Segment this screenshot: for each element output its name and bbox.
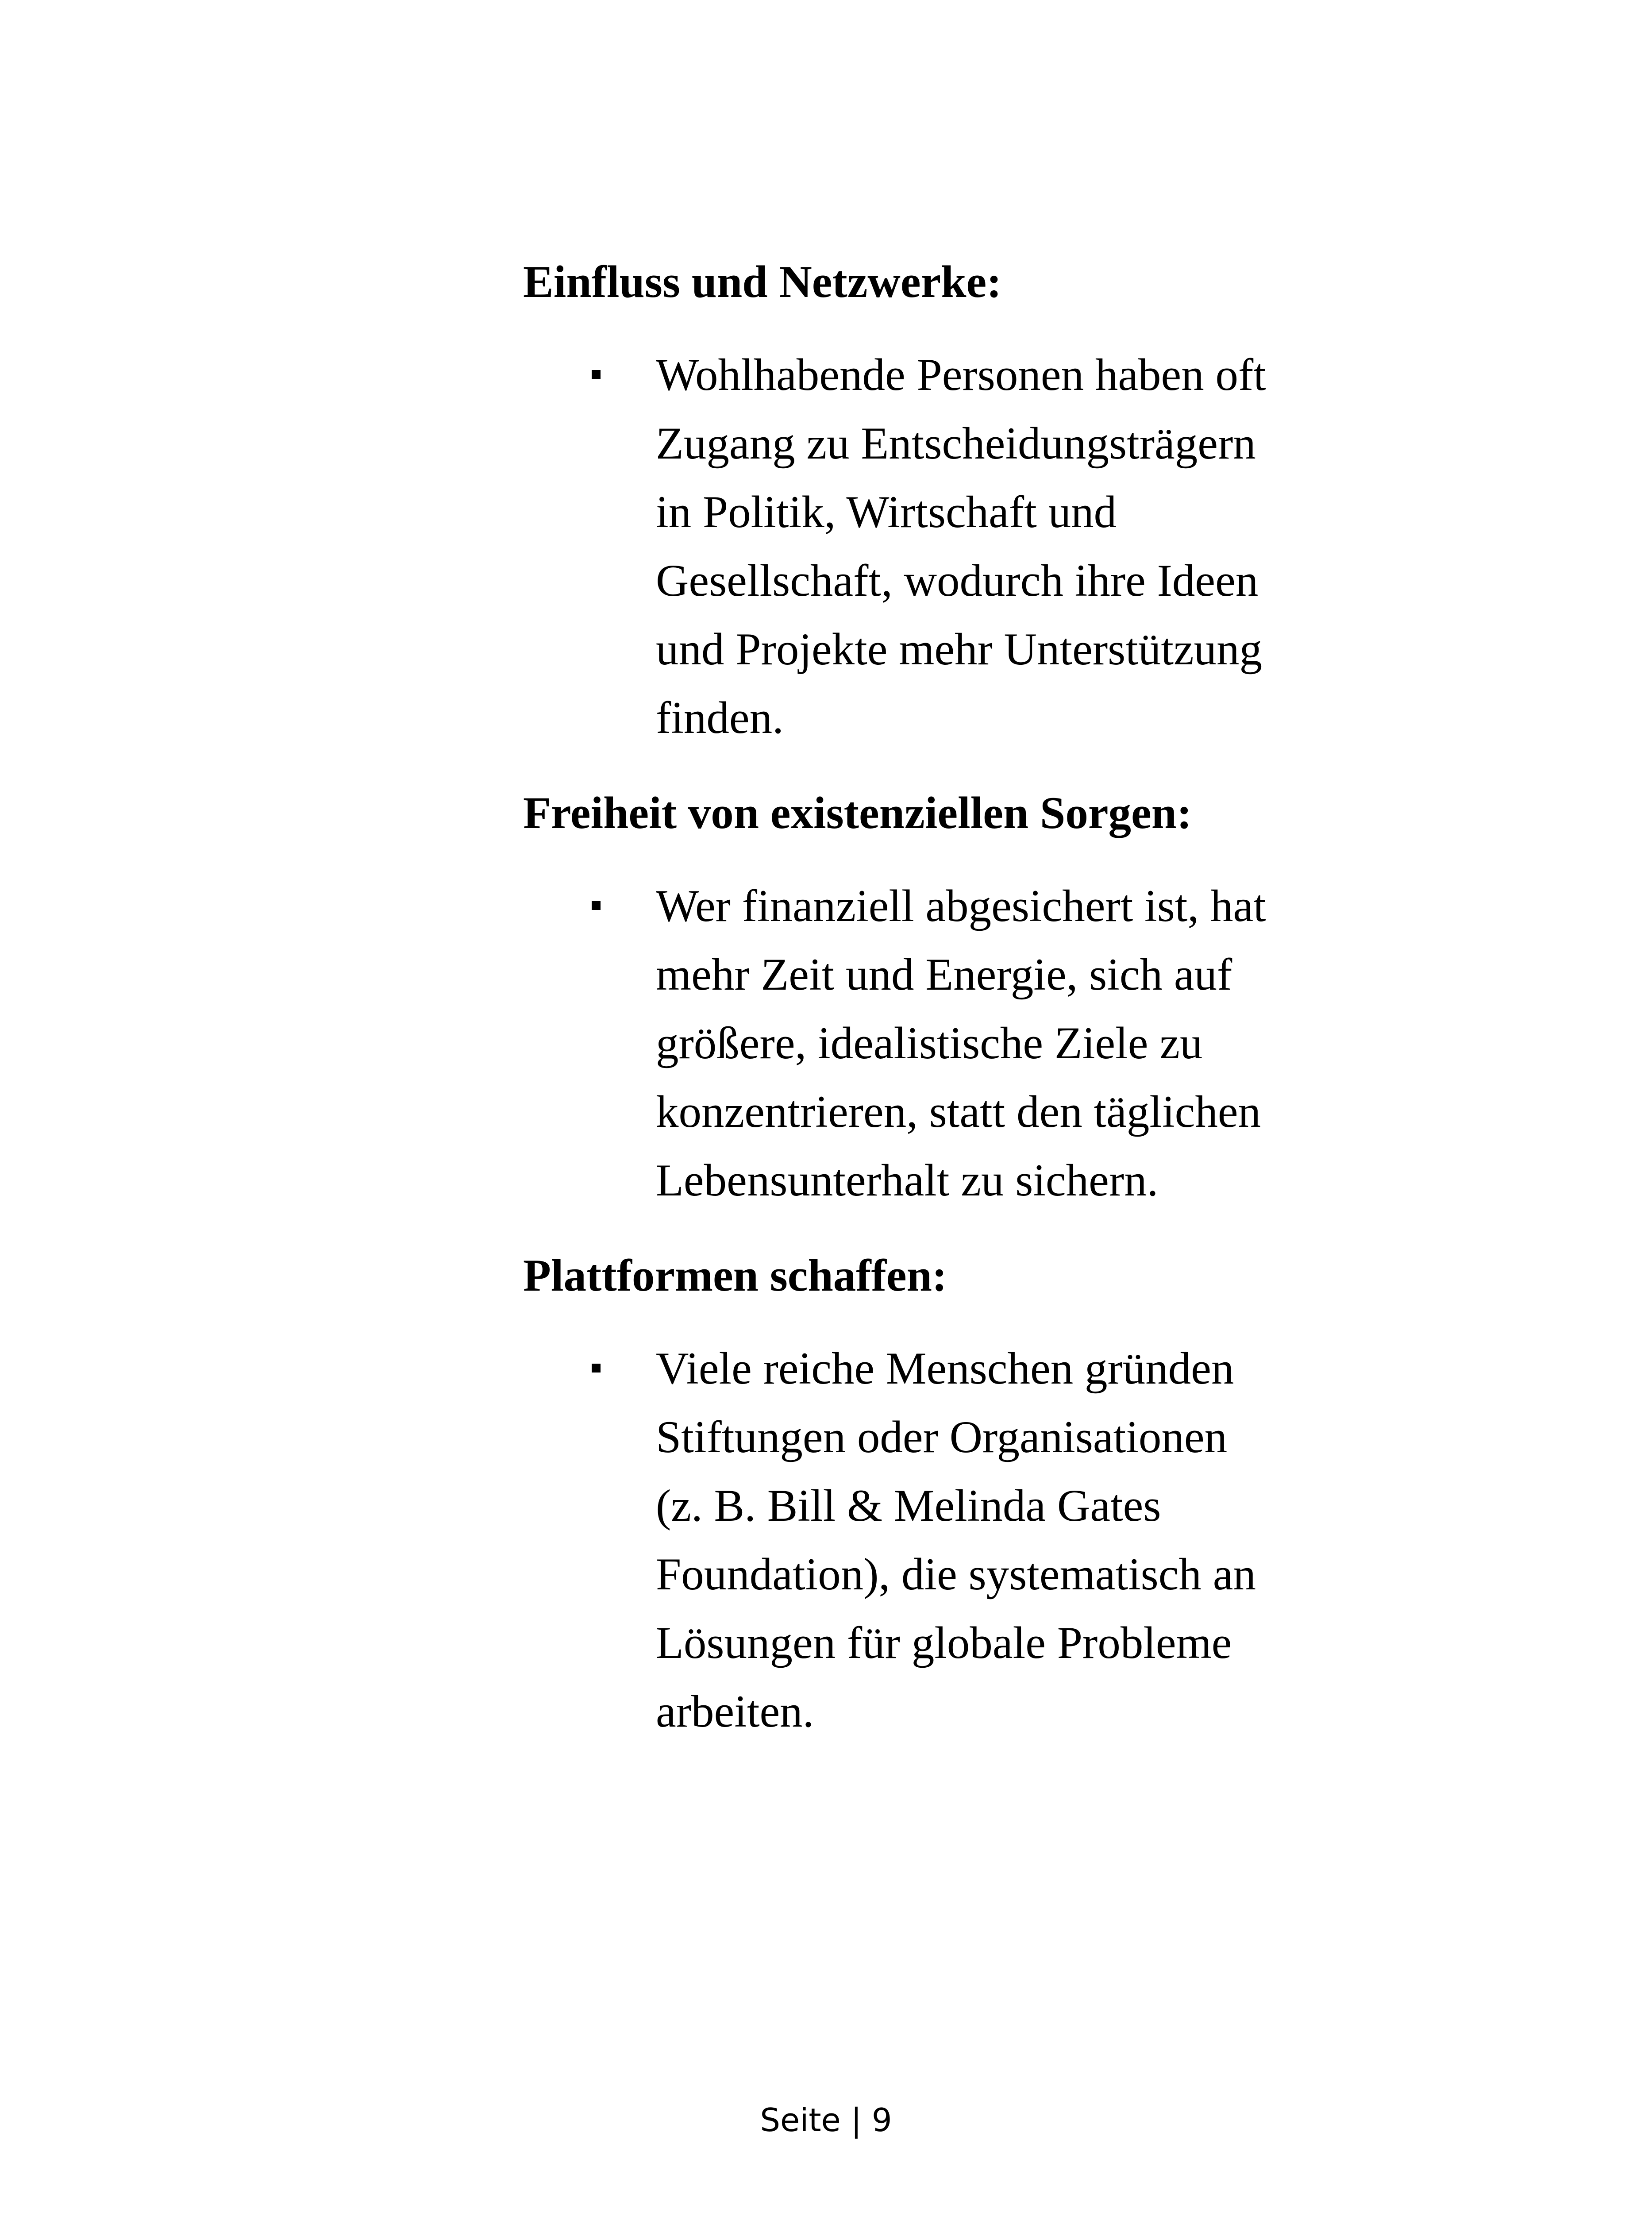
- text-line: (z. B. Bill & Melinda Gates: [656, 1480, 1161, 1531]
- page-number-footer: Seite | 9: [760, 2101, 892, 2139]
- bullet-text: [656, 341, 1444, 752]
- bullet-text: [656, 872, 1444, 1215]
- section-heading-plattformen: Plattformen schaffen:: [523, 1250, 947, 1301]
- square-bullet-icon: [592, 1364, 601, 1373]
- square-bullet-icon: [592, 370, 601, 379]
- text-line: arbeiten.: [656, 1686, 814, 1737]
- text-line: und Projekte mehr Unterstützung: [656, 624, 1263, 675]
- square-bullet-icon: [592, 901, 601, 910]
- text-line: Gesellschaft, wodurch ihre Ideen: [656, 555, 1259, 606]
- text-line: Viele reiche Menschen gründen: [656, 1343, 1234, 1394]
- text-line: Stiftungen oder Organisationen: [656, 1412, 1228, 1462]
- text-line: Zugang zu Entscheidungsträgern: [656, 418, 1256, 469]
- text-line: Lösungen für globale Probleme: [656, 1618, 1232, 1668]
- list-item: [523, 341, 1444, 752]
- bullet-text: [656, 1334, 1444, 1746]
- section-heading-freiheit: Freiheit von existenziellen Sorgen:: [523, 788, 1192, 838]
- text-line: mehr Zeit und Energie, sich auf: [656, 949, 1232, 1000]
- text-line: konzentrieren, statt den täglichen: [656, 1087, 1261, 1137]
- list-item: [523, 872, 1444, 1215]
- bullet-list-freiheit: [523, 872, 1444, 1215]
- text-line: größere, idealistische Ziele zu: [656, 1018, 1203, 1068]
- text-line: finden.: [656, 693, 784, 743]
- page-content: [523, 248, 1444, 1773]
- text-line: Lebensunterhalt zu sichern.: [656, 1155, 1159, 1206]
- section-heading-einfluss: Einfluss und Netzwerke:: [523, 257, 1002, 307]
- text-line: in Politik, Wirtschaft und: [656, 487, 1117, 537]
- text-line: Foundation), die systematisch an: [656, 1549, 1256, 1600]
- bullet-list-plattformen: [523, 1334, 1444, 1746]
- list-item: [523, 1334, 1444, 1746]
- text-line: Wer finanziell abgesichert ist, hat: [656, 881, 1266, 931]
- bullet-list-einfluss: [523, 341, 1444, 752]
- text-line: Wohlhabende Personen haben oft: [656, 350, 1266, 400]
